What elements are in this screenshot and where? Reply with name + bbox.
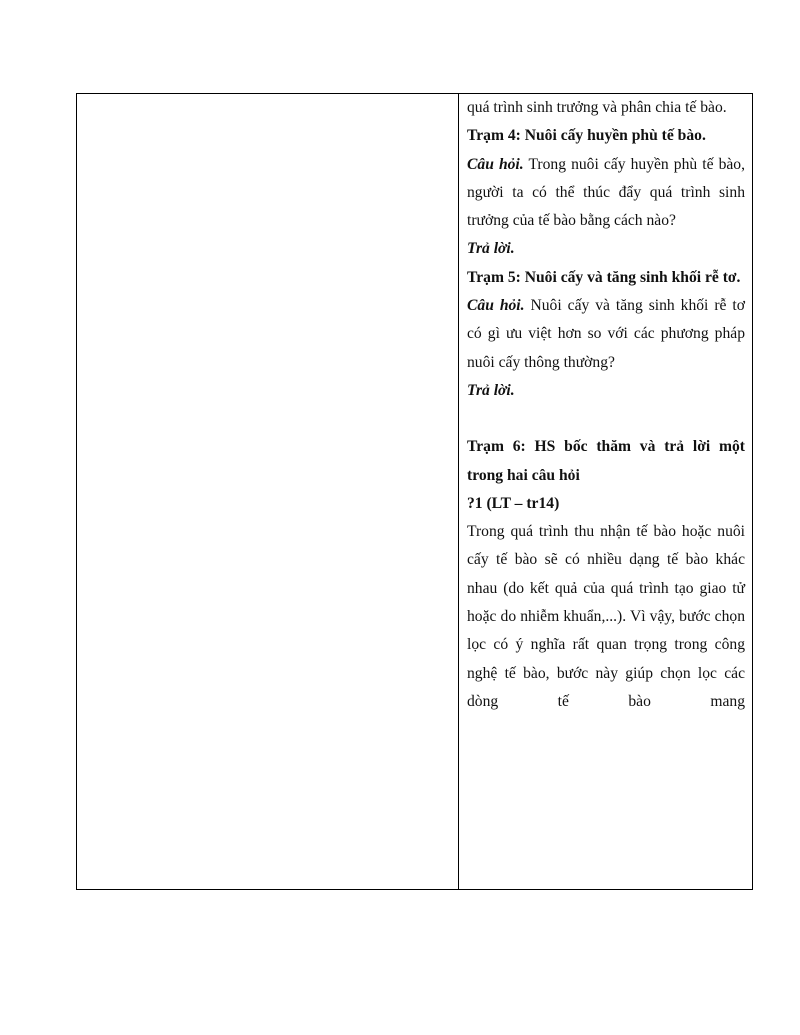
station5-question	[467, 292, 745, 377]
question-text: Trong nuôi cấy huyền phù tế bào, người ta có thể thúc đẩy quá trình sinh trưởng của tế bào bằng cách nào?	[467, 155, 745, 230]
right-column	[459, 94, 752, 889]
station6-subheading: ?1 (LT – tr14)	[467, 494, 560, 512]
left-column	[77, 94, 459, 889]
continuation-text: quá trình sinh trưởng và phân chia tế bào.	[467, 99, 727, 116]
station5-answer-label: Trả lời.	[467, 381, 515, 399]
station6-paragraph: Trong quá trình thu nhận tế bào hoặc nuôi cấy tế bào sẽ có nhiều dạng tế bào khác nhau (do kết quả của quá trình tạo giao tử hoặc do nhiễm khuẩn,...). Vì vậy, bước chọn lọc có ý nghĩa rất quan trọng trong công nghệ tế bào, bước này giúp chọn lọc các dòng tế bào mang	[467, 523, 745, 710]
question-text: Nuôi cấy và tăng sinh khối rễ tơ có gì ưu việt hơn so với các phương pháp nuôi cấy thông thường?	[467, 297, 745, 371]
question-label: Câu hỏi.	[467, 297, 525, 315]
station4-title: Trạm 4: Nuôi cấy huyền phù tế bào.	[467, 127, 706, 145]
station5-title: Trạm 5: Nuôi cấy và tăng sinh khối rễ tơ.	[467, 268, 741, 286]
station4-question	[467, 151, 745, 236]
station6-title: Trạm 6: HS bốc thăm và trả lời một trong hai câu hỏi	[467, 438, 745, 484]
station4-answer-label: Trả lời.	[467, 240, 515, 258]
content-table	[76, 93, 753, 890]
question-label: Câu hỏi.	[467, 155, 524, 173]
spacer	[467, 405, 745, 433]
